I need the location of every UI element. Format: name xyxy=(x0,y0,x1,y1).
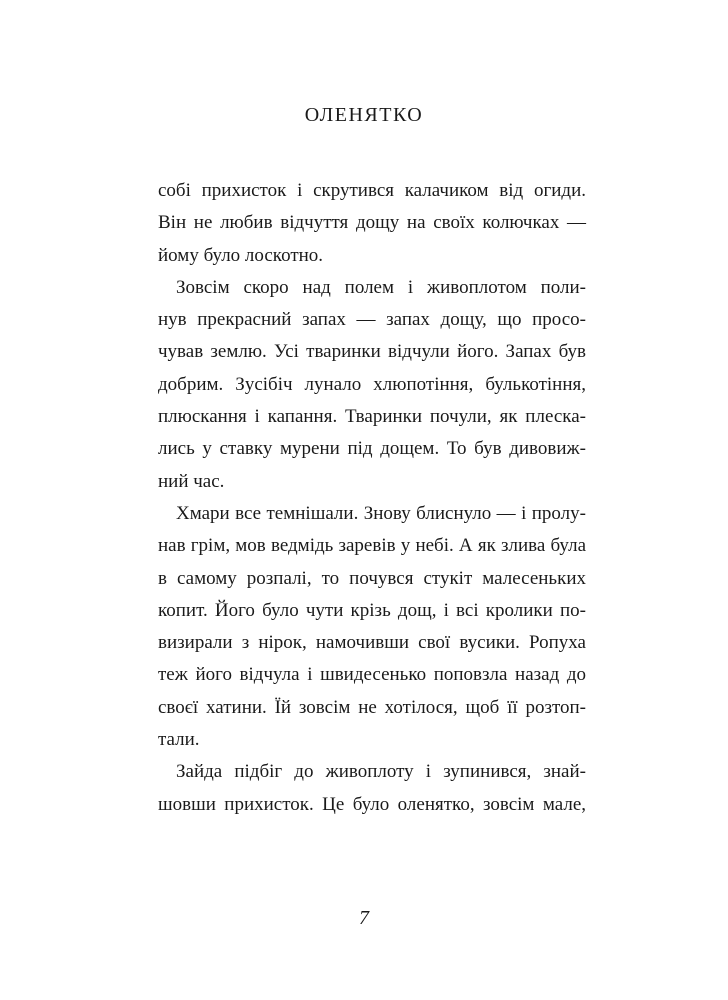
body-text xyxy=(158,175,586,821)
text-line: добрим. Зусібіч лунало хлюпотіння, булькотіння, xyxy=(158,373,586,395)
text-line: теж його відчула і швидесенько поповзла назад до xyxy=(158,664,586,686)
text-line: плюскання і капання. Тваринки почули, як плеска- xyxy=(158,406,586,428)
text-line: нав грім, мов ведмідь заревів у небі. А як злива була xyxy=(158,535,586,557)
page-number: 7 xyxy=(359,907,369,929)
running-head: ОЛЕНЯТКО xyxy=(304,104,424,126)
text-line: Зовсім скоро над полем і живоплотом поли- xyxy=(176,276,586,298)
text-line: визирали з нірок, намочивши свої вусики. Ропуха xyxy=(158,632,586,654)
text-line: тали. xyxy=(158,729,200,751)
text-line: чував землю. Усі тваринки відчули його. Запах був xyxy=(158,341,586,363)
text-line: Хмари все темнішали. Знову блиснуло — і пролу- xyxy=(176,502,586,524)
text-line: копит. Його було чути крізь дощ, і всі кролики по- xyxy=(158,599,586,621)
text-line: своєї хатини. Їй зовсім не хотілося, щоб її розтоп- xyxy=(158,696,586,718)
text-line: йому було лоскотно. xyxy=(158,244,324,266)
text-line: ний час. xyxy=(158,470,225,492)
text-line: собі прихисток і скрутився калачиком від огиди. xyxy=(158,180,586,201)
text-line: нув прекрасний запах — запах дощу, що просо- xyxy=(158,309,586,331)
text-line: Він не любив відчуття дощу на своїх колючках — xyxy=(158,212,586,234)
text-line: в самому розпалі, то почувся стукіт малесеньких xyxy=(158,567,586,589)
text-line: Зайда підбіг до живоплоту і зупинився, знай- xyxy=(176,761,586,783)
text-line: шовши прихисток. Це було оленятко, зовсім мале, xyxy=(158,793,586,815)
text-line: лись у ставку мурени під дощем. То був дивовиж- xyxy=(158,438,586,460)
